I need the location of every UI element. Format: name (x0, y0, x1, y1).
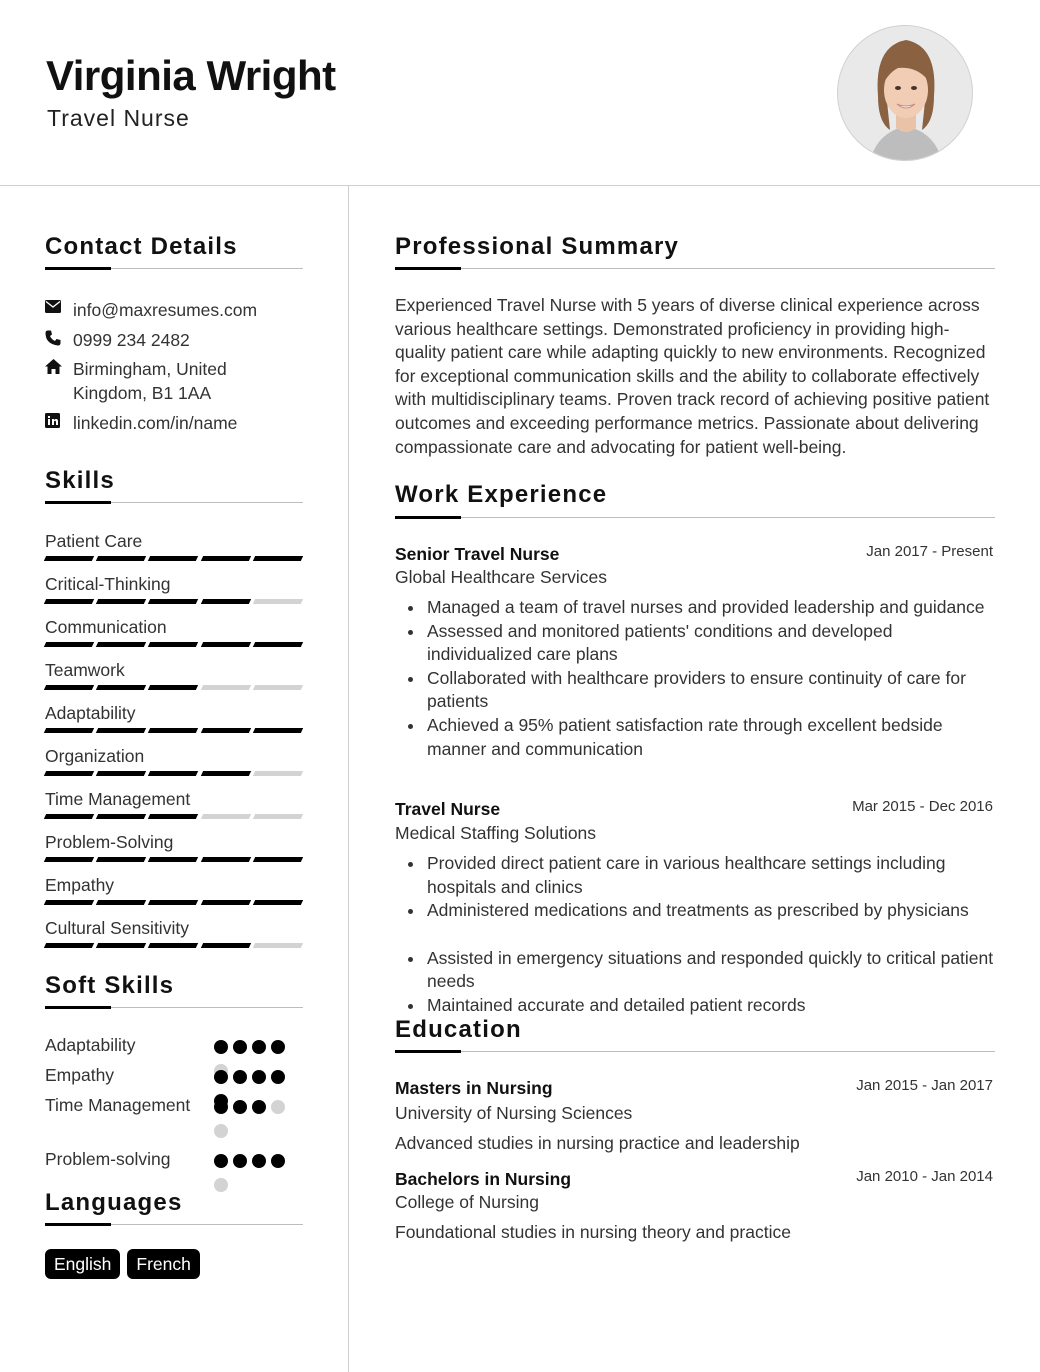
languages-list (45, 1249, 200, 1279)
contact-email[interactable] (45, 298, 257, 322)
summary-text: Experienced Travel Nurse with 5 years of diverse clinical experience across various healthcare settings. Demonstrated proficiency in providing high-quality patient care while adapting quickly to new environments. Recognized for exceptional communication skills and the ability to collaborate effectively with multidisciplinary teams. Proven track record of achieving positive patient outcomes and exceeding performance metrics. Passionate about delivering compassionate care and advocating for patient well-being. (395, 295, 990, 457)
list-item: Assisted in emergency situations and responded quickly to critical patient needs (427, 947, 997, 994)
rating-dot (252, 1070, 266, 1084)
skill-rating-segment (253, 857, 304, 862)
soft-skill-item (45, 1063, 305, 1087)
skill-rating-segment (148, 556, 199, 561)
skill-name: Communication (45, 617, 167, 637)
skill-rating-segment (253, 814, 304, 819)
rating-dot (214, 1070, 228, 1084)
soft-skill-name: Problem-solving (45, 1149, 171, 1169)
skill-rating-segment (253, 900, 304, 905)
rating-dot (214, 1040, 228, 1054)
skill-rating-segment (200, 556, 251, 561)
skill-rating-bar (45, 642, 302, 647)
skill-item (45, 573, 302, 604)
skill-rating-segment (200, 728, 251, 733)
contact-phone-text: 0999 234 2482 (73, 330, 190, 350)
contact-linkedin-text: linkedin.com/in/name (73, 413, 238, 433)
skill-name: Problem-Solving (45, 832, 174, 852)
skill-item (45, 874, 302, 905)
skill-name: Patient Care (45, 531, 143, 551)
skill-rating-segment (44, 814, 95, 819)
skill-rating-segment (96, 685, 147, 690)
skill-rating-bar (45, 814, 302, 819)
contact-email-text: info@maxresumes.com (73, 300, 258, 320)
skill-name: Cultural Sensitivity (45, 918, 189, 938)
skill-rating-segment (44, 685, 95, 690)
skill-item (45, 702, 302, 733)
soft-skill-item (45, 1147, 305, 1171)
section-rule (395, 517, 995, 518)
education-description: Foundational studies in nursing theory and practice (395, 1222, 791, 1242)
skill-rating-segment (200, 943, 251, 948)
rating-dot (271, 1070, 285, 1084)
skill-rating-segment (44, 771, 95, 776)
rating-dot (271, 1154, 285, 1168)
soft-skill-name: Time Management (45, 1095, 191, 1115)
skill-item (45, 530, 302, 561)
education-degree: Bachelors in Nursing (395, 1169, 572, 1189)
contact-phone[interactable] (45, 328, 190, 352)
skill-rating-segment (96, 642, 147, 647)
skill-rating-bar (45, 728, 302, 733)
rating-dot (271, 1040, 285, 1054)
languages-section-title: Languages (45, 1189, 183, 1216)
skill-rating-segment (200, 900, 251, 905)
linkedin-icon (45, 411, 73, 431)
education-date: Jan 2015 - Jan 2017 (856, 1077, 993, 1094)
education-description: Advanced studies in nursing practice and leadership (395, 1133, 800, 1153)
section-rule (395, 1051, 995, 1052)
job-bullets (427, 596, 997, 761)
language-badge: French (127, 1249, 199, 1279)
list-item: Managed a team of travel nurses and provided leadership and guidance (427, 596, 997, 620)
section-accent (395, 1050, 461, 1053)
skill-item (45, 917, 302, 948)
list-item: Collaborated with healthcare providers to ensure continuity of care for patients (427, 667, 997, 714)
skill-rating-segment (200, 599, 251, 604)
skill-rating-segment (96, 771, 147, 776)
skill-rating-segment (96, 943, 147, 948)
skill-rating-segment (44, 599, 95, 604)
skill-rating-bar (45, 556, 302, 561)
section-accent (395, 267, 461, 270)
job-bullets (427, 852, 997, 1018)
skill-rating-segment (253, 599, 304, 604)
contact-section-title: Contact Details (45, 233, 238, 260)
list-item: Provided direct patient care in various healthcare settings including hospitals and clinics (427, 852, 997, 899)
job-date: Mar 2015 - Dec 2016 (852, 798, 993, 815)
rating-dot (252, 1154, 266, 1168)
skill-name: Organization (45, 746, 145, 766)
soft-skill-rating (214, 1154, 290, 1202)
skill-rating-segment (148, 900, 199, 905)
skill-item (45, 659, 302, 690)
skill-rating-segment (96, 728, 147, 733)
skill-rating-segment (148, 771, 199, 776)
rating-dot (252, 1040, 266, 1054)
skill-name: Adaptability (45, 703, 136, 723)
contact-address (45, 357, 227, 405)
candidate-name: Virginia Wright (46, 52, 336, 99)
soft-skills-section-title: Soft Skills (45, 972, 175, 999)
rating-dot (233, 1154, 247, 1168)
skill-rating-segment (253, 685, 304, 690)
envelope-icon (45, 298, 73, 318)
skill-rating-segment (96, 900, 147, 905)
skills-section-title: Skills (45, 467, 115, 494)
skill-rating-segment (253, 642, 304, 647)
rating-dot (233, 1100, 247, 1114)
phone-icon (45, 328, 73, 348)
skill-rating-segment (44, 900, 95, 905)
contact-address-line1: Birmingham, United (73, 359, 227, 379)
skill-rating-segment (253, 728, 304, 733)
skill-rating-segment (96, 599, 147, 604)
skill-rating-segment (148, 685, 199, 690)
list-item: Administered medications and treatments as prescribed by physicians (427, 899, 997, 947)
skill-rating-segment (96, 857, 147, 862)
skill-item (45, 831, 302, 862)
skill-rating-segment (253, 771, 304, 776)
skill-rating-segment (253, 556, 304, 561)
skill-rating-segment (148, 728, 199, 733)
rating-dot (214, 1100, 228, 1114)
soft-skill-item (45, 1033, 305, 1057)
skill-rating-segment (44, 728, 95, 733)
job-date: Jan 2017 - Present (866, 543, 993, 560)
summary-section-title: Professional Summary (395, 233, 680, 260)
skill-name: Teamwork (45, 660, 125, 680)
skill-rating-bar (45, 857, 302, 862)
education-school: College of Nursing (395, 1192, 539, 1212)
skill-rating-segment (200, 685, 251, 690)
section-accent (45, 267, 111, 270)
list-item: Maintained accurate and detailed patient records (427, 994, 997, 1018)
experience-section-title: Work Experience (395, 481, 608, 508)
soft-skill-rating (214, 1100, 290, 1148)
skill-item (45, 788, 302, 819)
soft-skill-item (45, 1093, 305, 1117)
list-item: Assessed and monitored patients' conditions and developed individualized care plans (427, 620, 997, 667)
soft-skill-name: Adaptability (45, 1035, 136, 1055)
education-degree: Masters in Nursing (395, 1078, 553, 1098)
section-accent (45, 1223, 111, 1226)
rating-dot (214, 1124, 228, 1138)
avatar (837, 25, 973, 161)
home-icon (45, 357, 73, 377)
list-item: Achieved a 95% patient satisfaction rate through excellent bedside manner and communication (427, 714, 997, 761)
skill-rating-segment (96, 556, 147, 561)
skill-rating-segment (253, 943, 304, 948)
job-title: Senior Travel Nurse (395, 544, 560, 564)
education-school: University of Nursing Sciences (395, 1103, 633, 1123)
portrait-image (838, 26, 973, 161)
rating-dot (214, 1154, 228, 1168)
skill-rating-segment (200, 771, 251, 776)
skill-rating-bar (45, 943, 302, 948)
skill-rating-segment (200, 642, 251, 647)
skill-rating-segment (44, 642, 95, 647)
contact-address-line2: Kingdom, B1 1AA (73, 383, 212, 403)
section-accent (45, 1006, 111, 1009)
skill-name: Time Management (45, 789, 191, 809)
skill-rating-segment (148, 857, 199, 862)
rating-dot (233, 1070, 247, 1084)
job-title: Travel Nurse (395, 799, 501, 819)
language-badge: English (45, 1249, 120, 1279)
skill-rating-bar (45, 771, 302, 776)
skill-rating-bar (45, 685, 302, 690)
section-accent (45, 501, 111, 504)
skill-rating-bar (45, 900, 302, 905)
rating-dot (214, 1178, 228, 1192)
skill-rating-segment (148, 814, 199, 819)
skill-name: Critical-Thinking (45, 574, 171, 594)
skill-name: Empathy (45, 875, 115, 895)
skill-rating-segment (200, 814, 251, 819)
skill-rating-bar (45, 599, 302, 604)
skill-item (45, 745, 302, 776)
rating-dot (271, 1100, 285, 1114)
job-organization: Medical Staffing Solutions (395, 823, 597, 843)
rating-dot (252, 1100, 266, 1114)
skill-rating-segment (148, 943, 199, 948)
skill-rating-segment (44, 556, 95, 561)
education-date: Jan 2010 - Jan 2014 (856, 1168, 993, 1185)
skill-rating-segment (96, 814, 147, 819)
skill-rating-segment (44, 857, 95, 862)
education-section-title: Education (395, 1016, 522, 1043)
rating-dot (233, 1040, 247, 1054)
skill-rating-segment (44, 943, 95, 948)
skill-rating-segment (148, 599, 199, 604)
skill-item (45, 616, 302, 647)
resume-header (0, 0, 1040, 186)
section-rule (395, 268, 995, 269)
candidate-title: Travel Nurse (47, 105, 190, 131)
contact-linkedin[interactable] (45, 411, 237, 435)
soft-skill-name: Empathy (45, 1065, 115, 1085)
job-organization: Global Healthcare Services (395, 567, 608, 587)
skill-rating-segment (148, 642, 199, 647)
section-accent (395, 516, 461, 519)
column-divider (348, 186, 349, 1372)
skill-rating-segment (200, 857, 251, 862)
